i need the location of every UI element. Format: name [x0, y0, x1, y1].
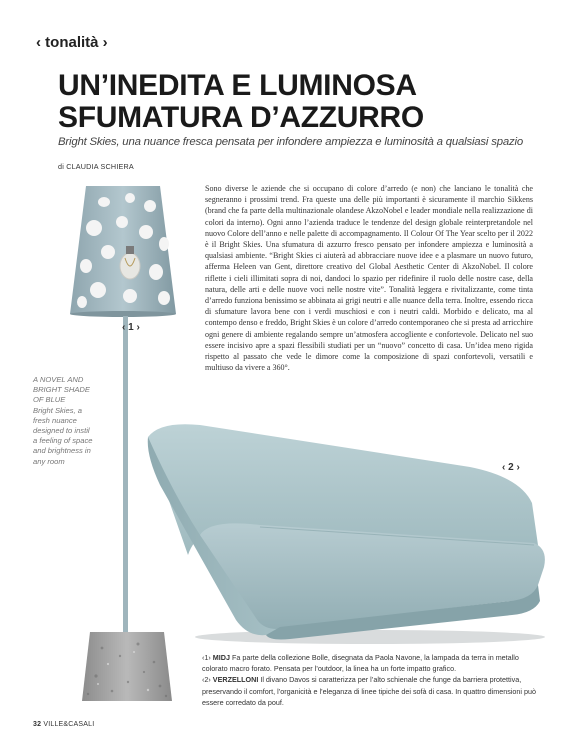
section-tag: ‹ tonalità ›: [36, 34, 108, 51]
article-body: Sono diverse le aziende che si occupano di colore d’arredo (e non) che lanciano le tonalità che segneranno i prossimi trend. Fra queste una delle più importanti è sicuramente il marchio Sikkens (brand che fa parte della multinazionale olandese AkzoNobel e leader mondiale nella realizzazione di colori da interno). Ogni anno l’azienda traduce le tendenze del design globale reinterpretandole nel nuovo Colore dell’anno e nelle palette di accompagnamento. Il Colour Of The Year scelto per il 2022 è il Bright Skies. Una sfumatura di azzurro fresco pensato per infondere ampiezza e luminosità a qualsiasi ambiente. “Bright Skies ci aiuterà ad abbracciare nuove idee e a plasmare un nuovo futuro, afferma Heleen van Gent, direttore creativo del Global Aesthetic Center di AkzoNobel. Il colore riflette i cieli illimitati sopra di noi, dandoci lo spazio per ridefinire il ruolo delle nostre case, della natura, delle arti e delle nuove voci nelle nostre vite”. Tonalità leggera e rivitalizzante, come tinta d’arredo funziona benissimo se abbinata ai grigi neutri e alle nuance della terra. Inoltre, essendo ricca di sfumature lavora bene con i verdi muschiosi e con i neutri caldi. Morbido e delicato, ma al contempo denso e freddo, Bright Skies è un colore d’arredo contemporaneo che si presta ad arricchire ogni genere di ambiente regalando sempre un’atmosfera accogliente e confortevole. Delicato nel suo essere incisivo apre a spazi flessibili studiati per un “nuovo” concetto di casa. Un’idea meno rigida rispetto al passato che vede le dimore come la composizione di spazi confortevoli, versatili e multiuso da vivere a 360°.: [205, 184, 534, 373]
side-caption-lower: Bright Skies, a fresh nuance designed to instil a feeling of space and brightness in any room: [33, 405, 93, 466]
side-caption: [33, 375, 95, 467]
side-caption-upper: A NOVEL AND BRIGHT SHADE OF BLUE: [33, 375, 90, 405]
byline: di CLAUDIA SCHIERA: [58, 162, 134, 171]
headline-line-1: UN’INEDITA E LUMINOSA: [58, 69, 417, 102]
label-2: ‹ 2 ›: [502, 462, 520, 473]
lamp-pole: [123, 316, 128, 632]
product-captions: [202, 652, 536, 708]
headline: [58, 70, 568, 134]
caption-2: [202, 674, 536, 708]
headline-line-2: SFUMATURA D’AZZURRO: [58, 101, 424, 134]
caption-2-num: ‹2›: [202, 675, 211, 685]
page-number: 32: [33, 721, 42, 728]
caption-2-title: VERZELLONI: [212, 675, 259, 685]
sofa-image: [140, 415, 550, 645]
caption-2-text: Il divano Davos si caratterizza per l’alto schienale che funge da barriera protettiva, preservando il comfort, l’organicità e l’eleganza di linee tipiche dei sofà di casa. In quattro dimensioni può essere corredato da pouf.: [202, 675, 537, 707]
caption-1: [202, 652, 536, 674]
caption-1-num: ‹1›: [202, 653, 211, 662]
label-1: ‹ 1 ›: [122, 322, 140, 333]
caption-1-title: MIDJ: [212, 653, 230, 662]
subtitle: Bright Skies, una nuance fresca pensata per infondere ampiezza e luminosità a qualsiasi spazio: [58, 136, 523, 148]
caption-1-text: Fa parte della collezione Bolle, disegnata da Paola Navone, la lampada da terra in metallo colorato macro forato. Pensata per l’outdoor, la linea ha un forte impatto grafico.: [202, 653, 519, 674]
magazine-name: VILLE&CASALI: [43, 721, 95, 728]
page-footer: [33, 721, 94, 728]
